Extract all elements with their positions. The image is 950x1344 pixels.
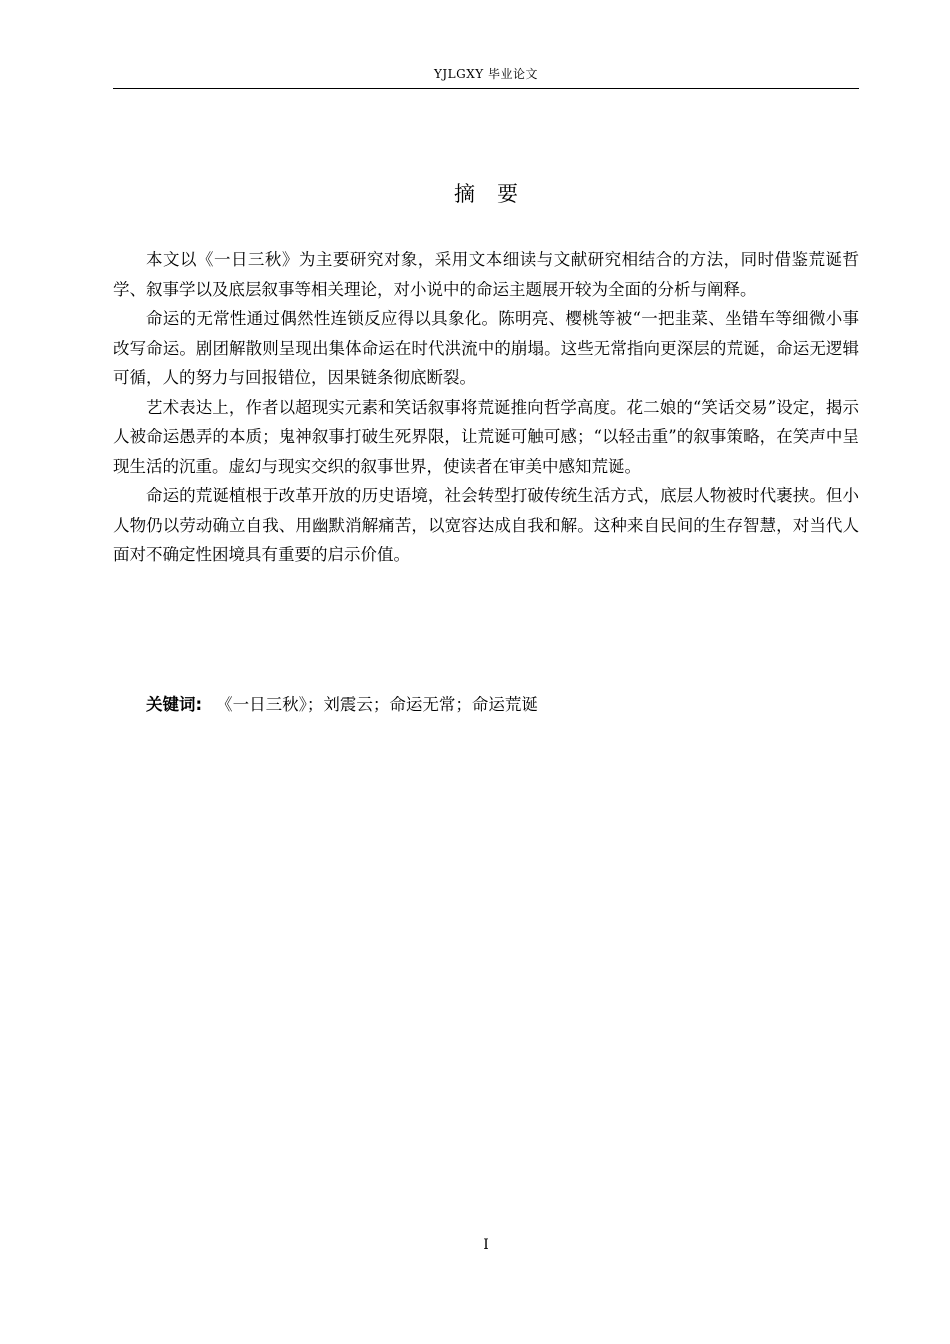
keywords-label: 关键词:: [146, 695, 203, 714]
abstract-paragraph-4: 命运的荒诞植根于改革开放的历史语境，社会转型打破传统生活方式，底层人物被时代裹挟。但小人物仍以劳动确立自我、用幽默消解痛苦，以宽容达成自我和解。这种来自民间的生存智慧，对当代人面对不确定性困境具有重要的启示价值。: [113, 486, 859, 564]
abstract-body: [113, 245, 859, 570]
keywords-value: 《一日三秋》；刘震云；命运无常；命运荒诞: [216, 695, 538, 714]
abstract-paragraph-3: 艺术表达上，作者以超现实元素和笑话叙事将荒诞推向哲学高度。花二娘的“笑话交易”设定，揭示人被命运愚弄的本质；鬼神叙事打破生死界限，让荒诞可触可感；“以轻击重”的叙事策略，在笑声中呈现生活的沉重。虚幻与现实交织的叙事世界，使读者在审美中感知荒诞。: [113, 397, 859, 476]
header-title: YJLGXY 毕业论文: [433, 67, 539, 81]
abstract-paragraph-1: 本文以《一日三秋》为主要研究对象，采用文本细读与文献研究相结合的方法，同时借鉴荒诞哲学、叙事学以及底层叙事等相关理论，对小说中的命运主题展开较为全面的分析与阐释。: [113, 250, 859, 299]
abstract-paragraph-2: 命运的无常性通过偶然性连锁反应得以具象化。陈明亮、樱桃等被“一把韭菜、坐错车等细微小事改写命运。剧团解散则呈现出集体命运在时代洪流中的崩塌。这些无常指向更深层的荒诞，命运无逻辑可循，人的努力与回报错位，因果链条彻底断裂。: [113, 309, 859, 387]
page-number: I: [483, 1237, 489, 1253]
page-header: [113, 62, 859, 89]
abstract-title: 摘要: [454, 182, 540, 206]
keywords-line: [146, 690, 859, 720]
